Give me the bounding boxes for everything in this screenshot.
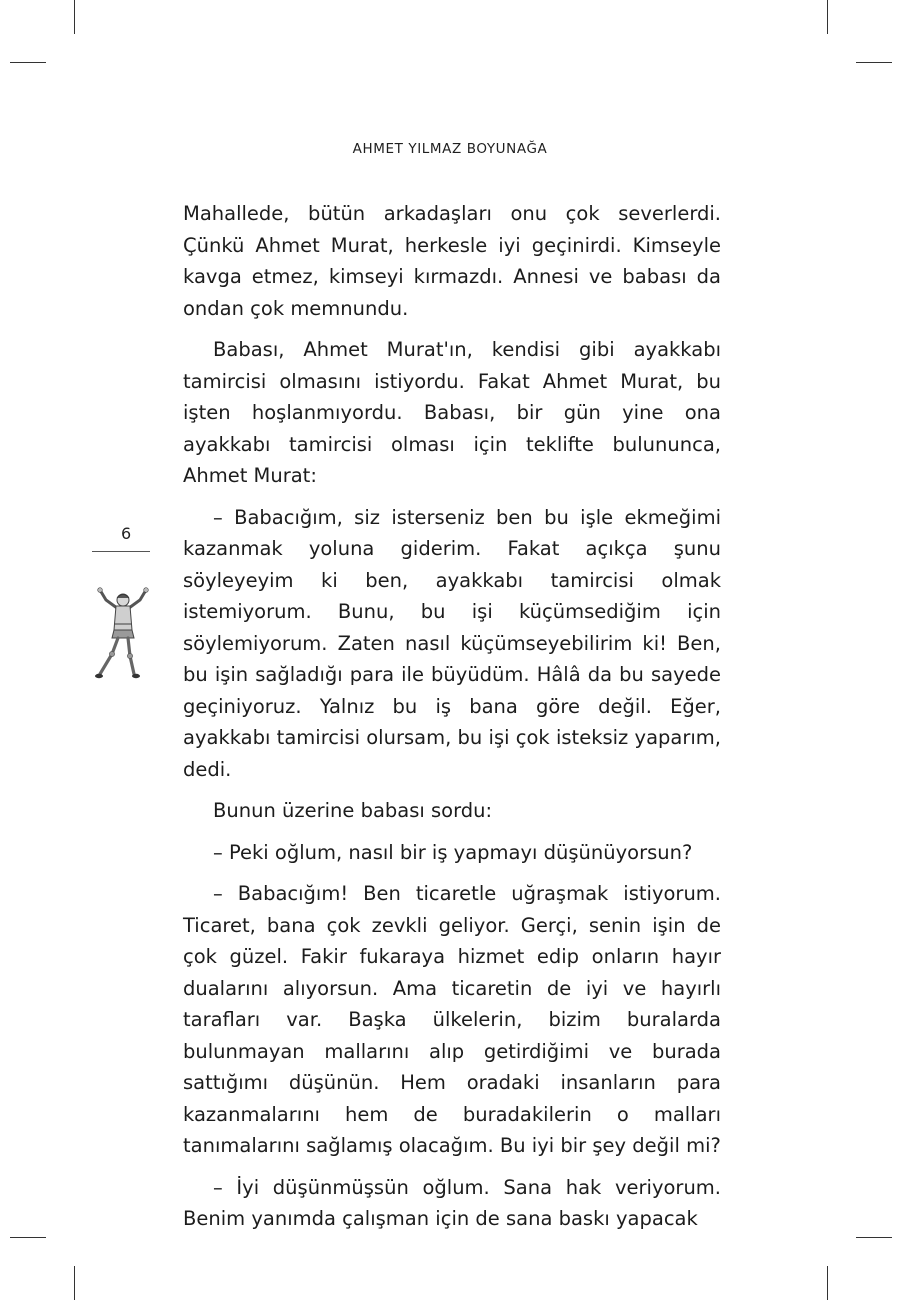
paragraph-5: – Peki oğlum, nasıl bir iş yapmayı düşünüyorsun? [213, 840, 693, 864]
boy-cheering-illustration-icon [90, 586, 156, 682]
crop-mark-bottom-left [74, 1266, 75, 1300]
body-text [183, 198, 721, 1245]
paragraph-3: – Babacığım, siz isterseniz ben bu işle ekmeğimi kazanmak yoluna giderim. Fakat açıkça şunu söyleyeyim ki ben, ayakkabı tamircisi olmak istemiyorum. Bunu, bu işi küçümsediğim için söylemiyorum. Zaten nasıl küçümseyebilirim ki! Ben, bu işin sağladığı para ile büyüdüm. Hâlâ da bu sayede geçiniyoruz. Yalnız bu iş bana göre değil. Eğer, ayakkabı tamircisi olursam, bu işi çok isteksiz yaparım, dedi. [183, 505, 721, 781]
crop-mark-right-bottom [856, 1237, 892, 1238]
crop-mark-top-right [827, 0, 828, 34]
paragraph-6: – Babacığım! Ben ticaretle uğraşmak istiyorum. Ticaret, bana çok zevkli geliyor. Gerçi, senin işin de çok güzel. Fakir fukaraya hizmet edip onların hayır dualarını alıyorsun. Ama ticaretin de iyi ve hayırlı tarafları var. Başka ülkelerin, bizim buralarda bulunmayan mallarını alıp getirdiğimi ve burada sattığımı düşünün. Hem oradaki insanların para kazanmalarını hem de buradakilerin o malları tanımalarını sağlamış olacağım. Bu iyi bir şey değil mi? [183, 882, 721, 1157]
crop-mark-right-top [856, 62, 892, 63]
paragraph-1: Mahallede, bütün arkadaşları onu çok severlerdi. Çünkü Ahmet Murat, herkesle iyi geçinirdi. Kimseyle kavga etmez, kimseyi kırmazdı. Annesi ve babası da ondan çok memnundu. [183, 202, 721, 320]
crop-mark-left-bottom [10, 1237, 46, 1238]
crop-mark-bottom-right [827, 1266, 828, 1300]
running-header: AHMET YILMAZ BOYUNAĞA [352, 141, 548, 157]
crop-mark-top-left [74, 0, 75, 34]
page-number: 6 [121, 524, 132, 543]
paragraph-2: Babası, Ahmet Murat'ın, kendisi gibi ayakkabı tamircisi olmasını istiyordu. Fakat Ahmet Murat, bu işten hoşlanmıyordu. Babası, bir gün yine ona ayakkabı tamircisi olması için teklifte bulununca, Ahmet Murat: [183, 338, 721, 487]
paragraph-7: – İyi düşünmüşsün oğlum. Sana hak veriyorum. Benim yanımda çalışman için de sana baskı yapacak [183, 1175, 721, 1230]
page-number-rule [92, 551, 150, 552]
paragraph-4: Bunun üzerine babası sordu: [213, 799, 493, 822]
crop-mark-left-top [10, 62, 46, 63]
